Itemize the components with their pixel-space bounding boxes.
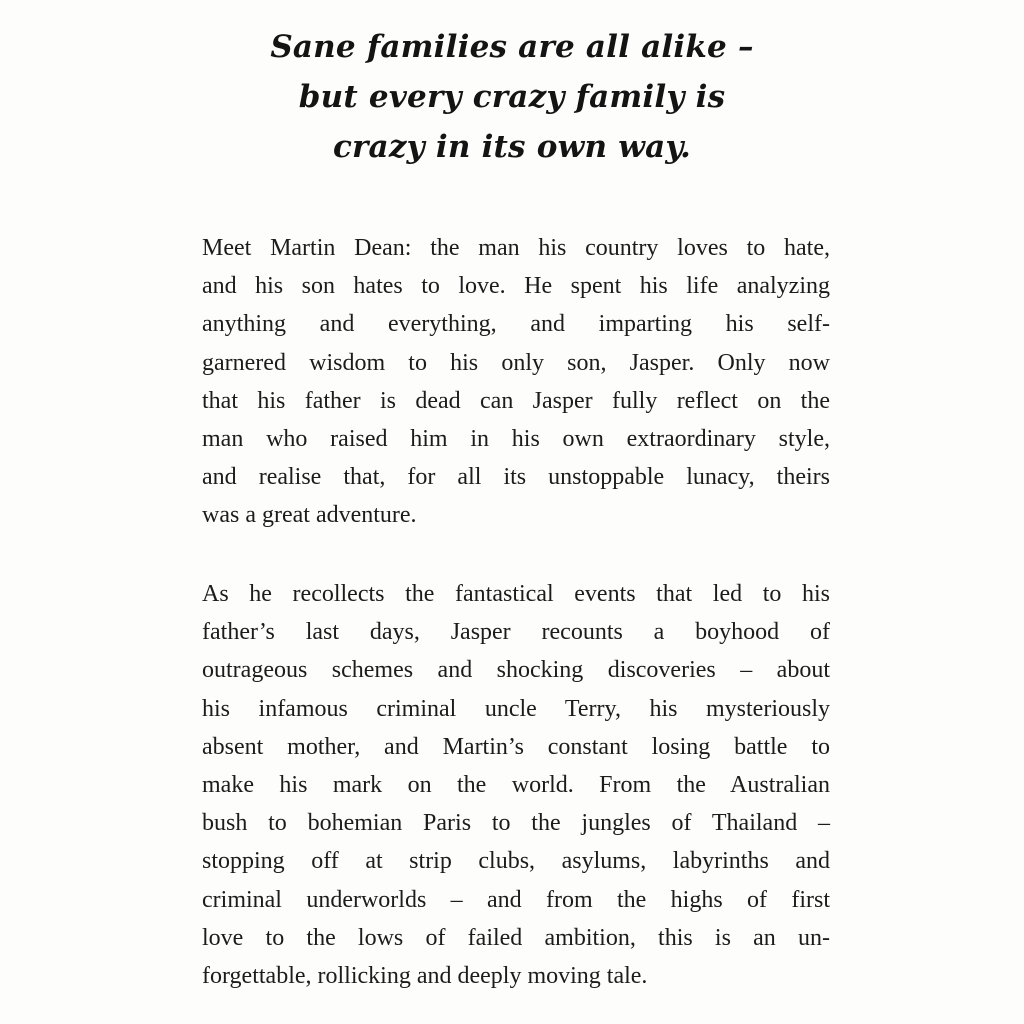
blurb-line: forgettable, rollicking and deeply moving tale. [202, 962, 648, 989]
blurb-line: father’s last days, Jasper recounts a boyhood of [202, 619, 830, 646]
blurb-paragraph-1 [202, 229, 830, 535]
blurb-line: Meet Martin Dean: the man his country loves to hate, [202, 235, 830, 261]
blurb-paragraph-2 [202, 575, 830, 995]
blurb-line: stopping off at strip clubs, asylums, labyrinths and [202, 848, 830, 875]
blurb-line: anything and everything, and imparting his self- [202, 311, 830, 338]
blurb-line: garnered wisdom to his only son, Jasper. Only now [202, 349, 830, 376]
blurb-line: bush to bohemian Paris to the jungles of Thailand – [202, 810, 830, 837]
blurb-line: man who raised him in his own extraordinary style, [202, 425, 830, 452]
blurb-line: outrageous schemes and shocking discoveries – about [202, 657, 830, 684]
blurb-line: his infamous criminal uncle Terry, his mysteriously [202, 695, 830, 722]
tagline-line: crazy in its own way. [332, 129, 692, 165]
blurb-line: absent mother, and Martin’s constant losing battle to [202, 733, 830, 760]
blurb-line: make his mark on the world. From the Australian [202, 771, 830, 798]
blurb-line: that his father is dead can Jasper fully reflect on the [202, 387, 830, 414]
blurb-line: love to the lows of failed ambition, this is an un- [202, 924, 830, 951]
tagline-line: Sane families are all alike – [270, 29, 754, 65]
tagline-line: but every crazy family is [298, 79, 726, 115]
tagline [0, 22, 1024, 172]
blurb-line: criminal underworlds – and from the highs of first [202, 886, 830, 913]
blurb-line: and his son hates to love. He spent his life analyzing [202, 273, 830, 300]
blurb-line: was a great adventure. [202, 502, 417, 529]
blurb-line: and realise that, for all its unstoppable lunacy, theirs [202, 464, 830, 491]
blurb-line: As he recollects the fantastical events that led to his [202, 581, 830, 607]
